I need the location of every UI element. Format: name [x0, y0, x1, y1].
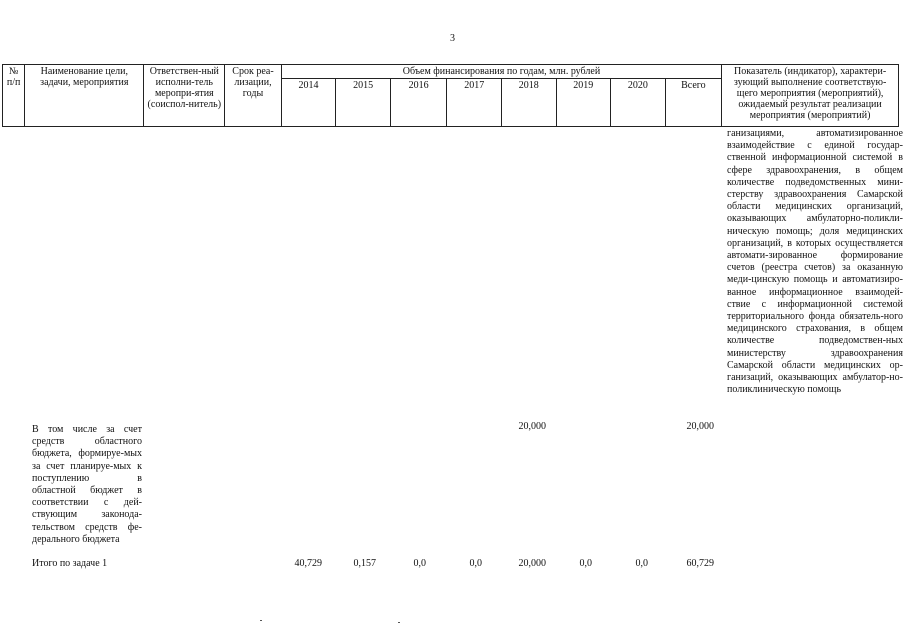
indicator-text: ганизациями, автоматизированное взаимодействие с единой государ-ственной информационной системой в сфере здравоохранения, в общем количестве подведомственных мини-стерству здравоохранения Самарской области медицинских организаций, оказывающих амбулаторно-поликли-ническую помощь; доля медицинских организаций, в которых осуществляется автомати-зированное формирование счетов (реестра счетов) за оказанную меди-цинскую помощь и автоматизиро-ванное информационное взаимодей-ствие с информационной системой территориального фонда обязатель-ного медицинского страхования, в общем количестве подведомствен-ных министерству здравоохранения Самарской области медицинских ор-ганизаций, оказывающих амбулатор-но-поликлиническую помощь: [727, 128, 903, 396]
total-2014-value: 40,729: [294, 558, 322, 569]
header-year-2017: 2017: [447, 79, 502, 127]
total-2016-value: 0,0: [413, 558, 426, 569]
header-year-2016: 2016: [390, 79, 447, 127]
total-2017-value: 0,0: [469, 558, 482, 569]
header-year-2015: 2015: [336, 79, 391, 127]
total-all-value: 60,729: [686, 558, 714, 569]
federal-total-value: 20,000: [686, 421, 714, 432]
header-responsible: Ответствен-ный исполни-тель меропри-ятия (соиспол-нитель): [144, 65, 225, 127]
total-row-label: Итого по задаче 1: [32, 558, 108, 569]
header-year-2018: 2018: [501, 79, 556, 127]
federal-row-label: В том числе за счет средств областного бюджета, формируе-мых за счет планируе-мых к поступлению в областной бюджет в соответствии с дей-ствующим законода-тельством средств фе-дерального бюджета: [32, 424, 142, 545]
total-2020-value: 0,0: [635, 558, 648, 569]
header-indicator: Показатель (индикатор), характери-зующий выполнение соответствую-щего мероприятия (мероприятий), ожидаемый результат реализации мероприятия (мероприятий): [722, 65, 899, 127]
header-term: Срок реа-лизации, годы: [225, 65, 282, 127]
header-no: № п/п: [3, 65, 25, 127]
header-funding: Объем финансирования по годам, млн. рублей: [281, 65, 721, 79]
federal-2018-value: 20,000: [518, 421, 546, 432]
page-number: 3: [450, 33, 455, 44]
scan-speck: [398, 622, 400, 623]
header-name: Наименование цели, задачи, мероприятия: [25, 65, 144, 127]
header-total: Всего: [665, 79, 722, 127]
table-header: [2, 64, 899, 127]
total-2018-value: 20,000: [518, 558, 546, 569]
total-2019-value: 0,0: [579, 558, 592, 569]
scan-speck: [260, 620, 262, 621]
header-year-2020: 2020: [611, 79, 666, 127]
total-2015-value: 0,157: [353, 558, 376, 569]
header-year-2014: 2014: [281, 79, 336, 127]
header-year-2019: 2019: [556, 79, 611, 127]
